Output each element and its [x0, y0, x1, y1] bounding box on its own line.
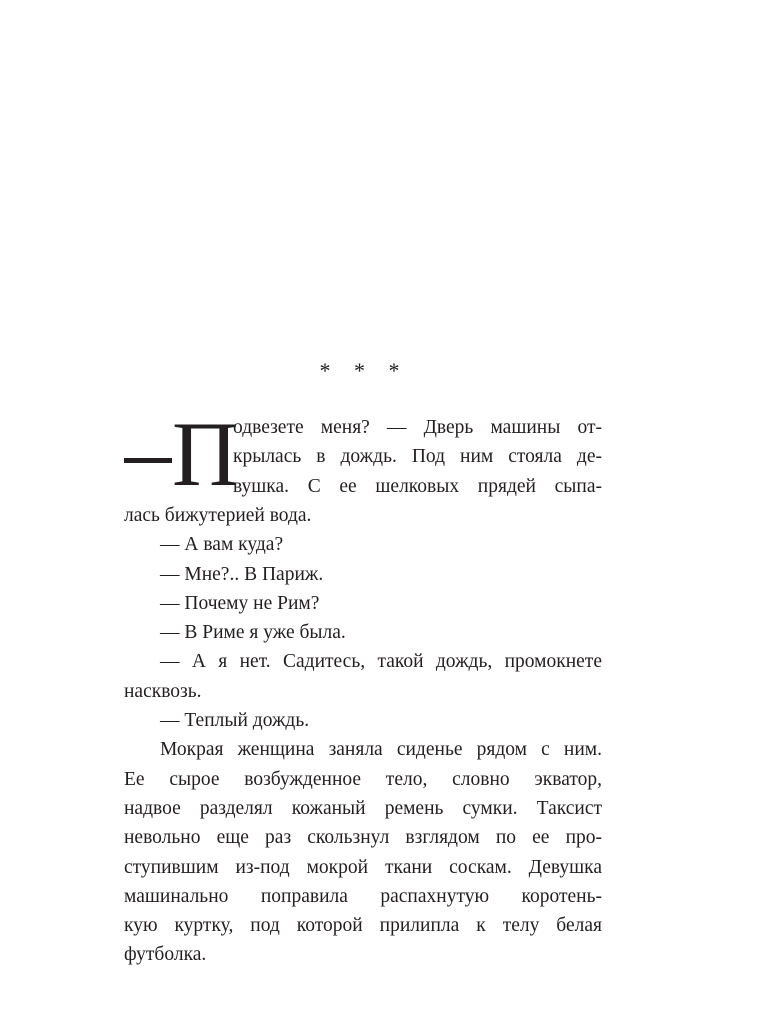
text-line: надвое разделял кожаный ремень сумки. Таксист	[124, 797, 602, 819]
text-line: одвезете меня? — Дверь машины от-	[233, 417, 602, 438]
text-line: кую куртку, под которой прилипла к телу белая	[124, 915, 602, 937]
dialogue-line: — Теплый дождь.	[160, 710, 310, 732]
drop-cap-letter: П	[172, 403, 239, 505]
dialogue-line: — А я нет. Садитесь, такой дождь, промокнете	[160, 651, 602, 673]
text-line: лась бижутерией вода.	[124, 505, 312, 526]
text-line: Ее сырое возбужденное тело, словно экватор,	[124, 768, 602, 790]
drop-cap	[124, 403, 239, 505]
dialogue-line: — Почему не Рим?	[160, 592, 320, 614]
chapter-text	[124, 403, 602, 970]
opening-paragraph	[124, 403, 602, 505]
dialogue-line: — В Риме я уже была.	[160, 622, 346, 644]
text-line: крылась в дождь. Под ним стояла де-	[233, 446, 602, 468]
dialogue-line: — А вам куда?	[160, 534, 284, 556]
text-line: вушка. С ее шелковых прядей сыпа-	[233, 475, 602, 497]
text-line: насквозь.	[124, 680, 202, 702]
section-separator: * * *	[319, 358, 409, 383]
text-line: Мокрая женщина заняла сиденье рядом с ним.	[160, 739, 602, 761]
text-line: машинально поправила распахнутую коротень-	[124, 885, 602, 907]
text-line: футболка.	[124, 944, 207, 966]
dialogue-line: — Мне?.. В Париж.	[160, 563, 324, 585]
text-line: ступившим из-под мокрой ткани соскам. Девушка	[124, 856, 602, 878]
text-line: невольно еще раз скользнул взглядом по ее про-	[124, 827, 602, 849]
opening-lines	[233, 413, 602, 501]
drop-cap-dash	[124, 458, 172, 463]
